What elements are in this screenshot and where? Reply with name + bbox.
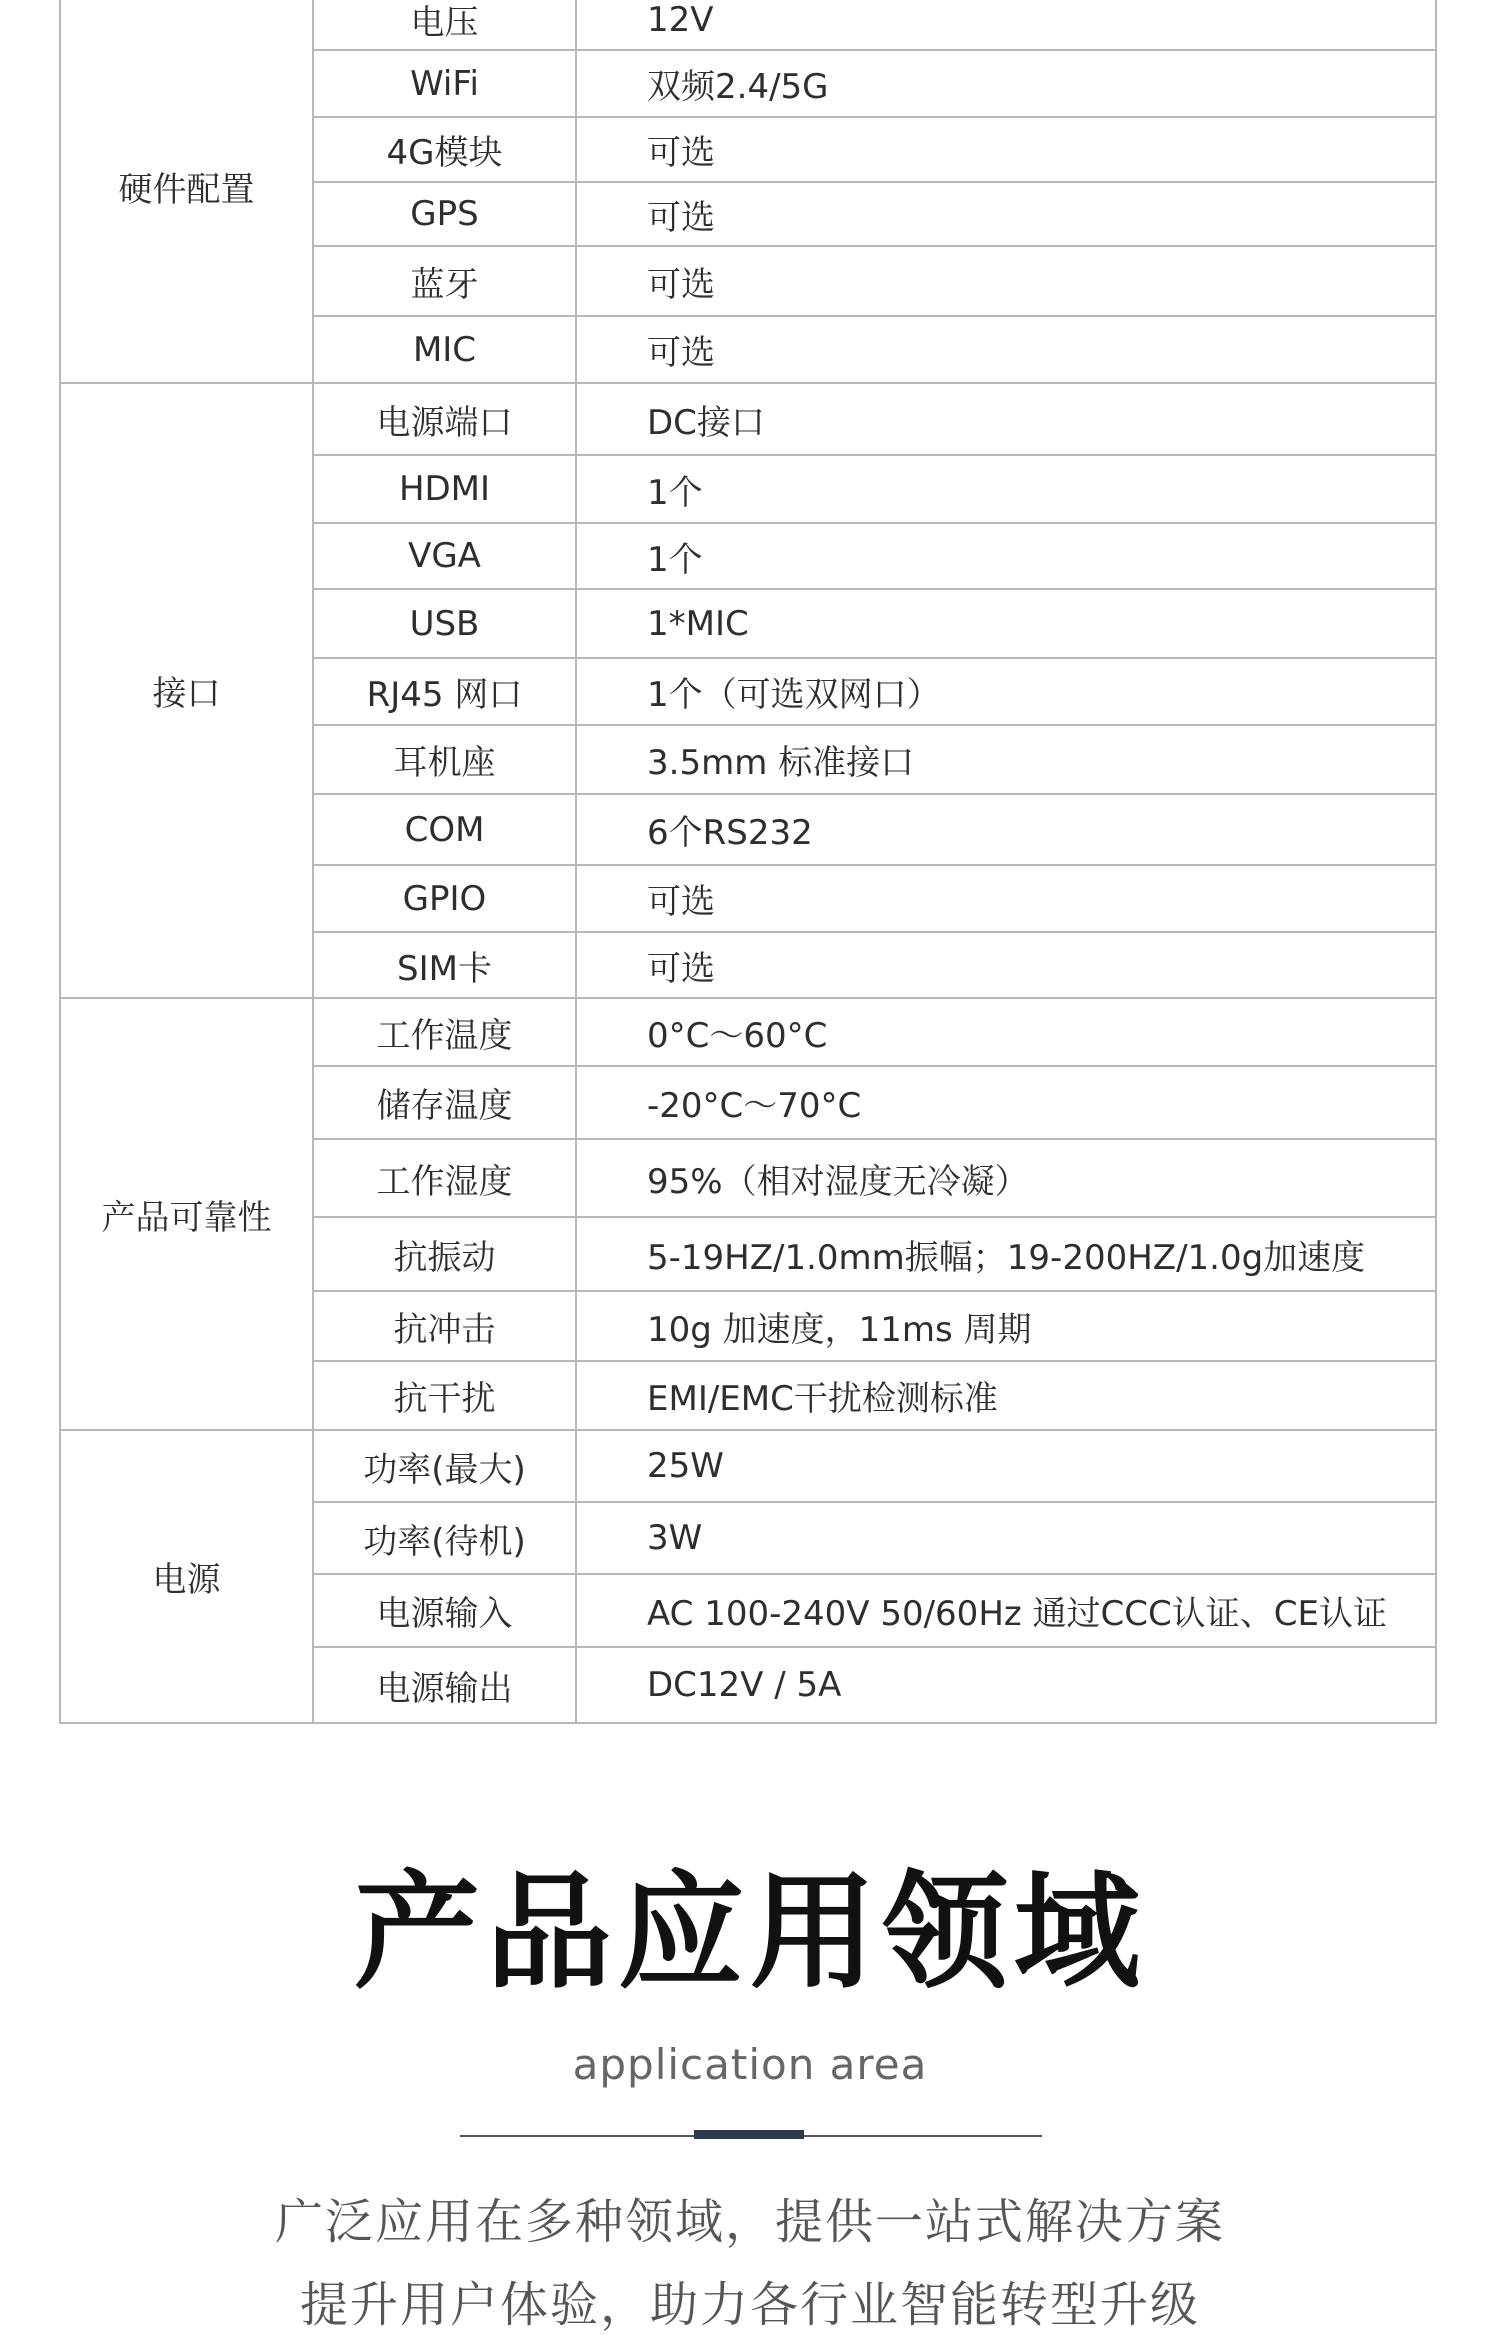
spec-key: COM <box>313 794 576 865</box>
intro-line-1: 广泛应用在多种领域，提供一站式解决方案 <box>274 2194 1225 2250</box>
spec-key: USB <box>313 589 576 658</box>
spec-value: DC12V / 5A <box>576 1647 1436 1723</box>
spec-key: GPIO <box>313 865 576 932</box>
spec-value: DC接口 <box>576 383 1436 455</box>
spec-value: 1个 <box>576 455 1436 523</box>
spec-value: 95%（相对湿度无冷凝） <box>576 1139 1436 1217</box>
spec-value: 可选 <box>576 182 1436 246</box>
spec-key: 功率(待机) <box>313 1502 576 1574</box>
spec-value: -20°C～70°C <box>576 1066 1436 1139</box>
section-subtitle: application area <box>572 2040 928 2089</box>
spec-group-label: 接口 <box>60 383 313 998</box>
spec-value: 12V <box>576 0 1436 50</box>
spec-value: 可选 <box>576 117 1436 182</box>
spec-value: 双频2.4/5G <box>576 50 1436 117</box>
spec-value: 可选 <box>576 246 1436 316</box>
spec-row <box>60 1430 1436 1502</box>
spec-key: 工作温度 <box>313 998 576 1066</box>
spec-value: 5-19HZ/1.0mm振幅；19-200HZ/1.0g加速度 <box>576 1217 1436 1291</box>
spec-key: 电源端口 <box>313 383 576 455</box>
spec-table-body <box>60 0 1436 1723</box>
spec-key: 储存温度 <box>313 1066 576 1139</box>
spec-value: 1*MIC <box>576 589 1436 658</box>
spec-key: 蓝牙 <box>313 246 576 316</box>
spec-key: 工作湿度 <box>313 1139 576 1217</box>
spec-value: EMI/EMC干扰检测标准 <box>576 1361 1436 1430</box>
spec-group-label: 电源 <box>60 1430 313 1723</box>
spec-key: 电压 <box>313 0 576 50</box>
spec-key: VGA <box>313 523 576 589</box>
spec-table <box>59 0 1437 1724</box>
spec-value: 3.5mm 标准接口 <box>576 725 1436 794</box>
spec-key: 耳机座 <box>313 725 576 794</box>
spec-key: WiFi <box>313 50 576 117</box>
spec-key: MIC <box>313 316 576 383</box>
spec-key: 抗冲击 <box>313 1291 576 1361</box>
spec-value: 可选 <box>576 865 1436 932</box>
spec-key: GPS <box>313 182 576 246</box>
spec-row <box>60 998 1436 1066</box>
spec-value: 3W <box>576 1502 1436 1574</box>
spec-group-label: 产品可靠性 <box>60 998 313 1430</box>
spec-value: 1个 <box>576 523 1436 589</box>
spec-key: 4G模块 <box>313 117 576 182</box>
spec-key: 抗振动 <box>313 1217 576 1291</box>
spec-key: SIM卡 <box>313 932 576 998</box>
spec-group-label: 硬件配置 <box>60 0 313 383</box>
spec-row <box>60 383 1436 455</box>
spec-key: 电源输入 <box>313 1574 576 1647</box>
intro-line-2: 提升用户体验，助力各行业智能转型升级 <box>299 2277 1200 2333</box>
spec-value: 25W <box>576 1430 1436 1502</box>
spec-value: 可选 <box>576 316 1436 383</box>
spec-value: 6个RS232 <box>576 794 1436 865</box>
spec-key: RJ45 网口 <box>313 658 576 725</box>
spec-value: 可选 <box>576 932 1436 998</box>
spec-key: 抗干扰 <box>313 1361 576 1430</box>
spec-key: 电源输出 <box>313 1647 576 1723</box>
spec-value: 0°C～60°C <box>576 998 1436 1066</box>
spec-row <box>60 0 1436 50</box>
section-title: 产品应用领域 <box>354 1859 1146 2006</box>
spec-value: 10g 加速度，11ms 周期 <box>576 1291 1436 1361</box>
spec-key: HDMI <box>313 455 576 523</box>
spec-key: 功率(最大) <box>313 1430 576 1502</box>
spec-value: 1个（可选双网口） <box>576 658 1436 725</box>
spec-value: AC 100-240V 50/60Hz 通过CCC认证、CE认证 <box>576 1574 1436 1647</box>
divider-accent <box>694 2130 804 2139</box>
